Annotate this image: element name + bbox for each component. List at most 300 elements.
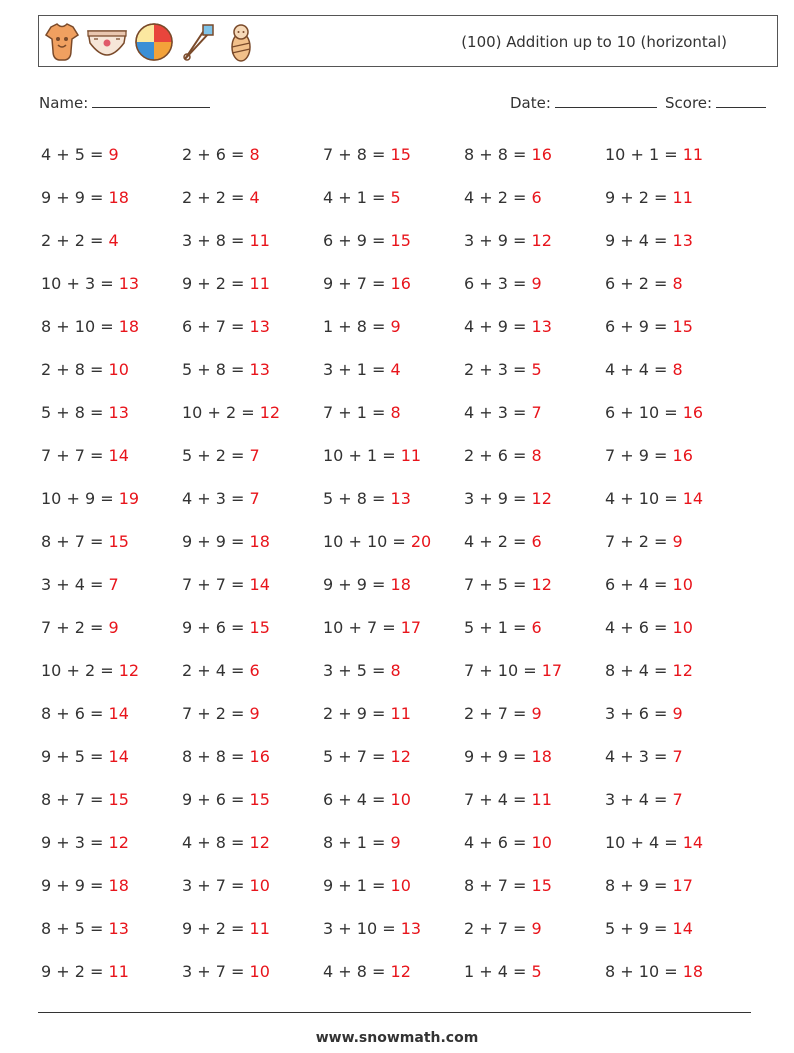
problem-cell xyxy=(605,790,746,809)
score-line[interactable] xyxy=(716,93,766,108)
problem-cell xyxy=(605,532,746,551)
problem-expression: 3 + 10 = xyxy=(323,919,401,938)
problem-row xyxy=(41,434,761,477)
problem-expression: 8 + 7 = xyxy=(464,876,532,895)
problem-cell xyxy=(182,704,323,723)
problem-row xyxy=(41,907,761,950)
bodysuit-icon xyxy=(43,21,81,63)
problem-cell xyxy=(464,532,605,551)
problem-expression: 9 + 9 = xyxy=(323,575,391,594)
problem-row xyxy=(41,348,761,391)
problem-row xyxy=(41,821,761,864)
problem-cell xyxy=(323,231,464,250)
problem-expression: 8 + 8 = xyxy=(182,747,250,766)
problem-expression: 5 + 8 = xyxy=(182,360,250,379)
problem-answer: 15 xyxy=(672,317,693,336)
problem-cell xyxy=(41,833,182,852)
problem-answer: 9 xyxy=(531,274,542,293)
problem-expression: 6 + 7 = xyxy=(182,317,250,336)
problem-expression: 4 + 3 = xyxy=(605,747,673,766)
problem-answer: 15 xyxy=(390,145,411,164)
problem-cell xyxy=(323,532,464,551)
problem-answer: 9 xyxy=(108,618,119,637)
problem-expression: 8 + 7 = xyxy=(41,532,109,551)
problem-answer: 14 xyxy=(682,833,704,852)
problem-cell xyxy=(464,704,605,723)
problem-cell xyxy=(605,317,746,336)
problem-cell xyxy=(605,231,746,250)
problem-cell xyxy=(605,962,746,981)
problem-expression: 1 + 8 = xyxy=(323,317,391,336)
problem-answer: 4 xyxy=(249,188,260,207)
problem-cell xyxy=(464,317,605,336)
problem-row xyxy=(41,950,761,993)
problem-answer: 14 xyxy=(108,446,129,465)
problem-expression: 10 + 4 = xyxy=(605,833,683,852)
problem-answer: 9 xyxy=(672,532,683,551)
problem-answer: 10 xyxy=(390,876,411,895)
problem-answer: 17 xyxy=(541,661,563,680)
problem-row xyxy=(41,692,761,735)
problem-cell xyxy=(41,962,182,981)
problem-cell xyxy=(323,618,464,637)
problem-row xyxy=(41,133,761,176)
problem-answer: 9 xyxy=(531,919,542,938)
problem-answer: 18 xyxy=(390,575,411,594)
diaper-icon xyxy=(85,21,129,63)
problem-answer: 8 xyxy=(390,403,401,422)
problem-expression: 4 + 6 = xyxy=(464,833,532,852)
problem-expression: 4 + 8 = xyxy=(323,962,391,981)
problem-cell xyxy=(41,618,182,637)
problem-cell xyxy=(323,704,464,723)
problem-answer: 6 xyxy=(531,532,542,551)
problem-expression: 2 + 4 = xyxy=(182,661,250,680)
problem-expression: 6 + 3 = xyxy=(464,274,532,293)
problem-expression: 4 + 2 = xyxy=(464,188,532,207)
problem-answer: 12 xyxy=(672,661,693,680)
problem-cell xyxy=(605,575,746,594)
problem-answer: 16 xyxy=(682,403,704,422)
problem-expression: 9 + 4 = xyxy=(605,231,673,250)
problem-answer: 9 xyxy=(108,145,119,164)
problem-answer: 13 xyxy=(118,274,140,293)
problem-expression: 6 + 4 = xyxy=(323,790,391,809)
problem-cell xyxy=(182,532,323,551)
problem-cell xyxy=(41,747,182,766)
problem-expression: 8 + 4 = xyxy=(605,661,673,680)
problem-row xyxy=(41,262,761,305)
problem-expression: 4 + 8 = xyxy=(182,833,250,852)
problem-expression: 8 + 7 = xyxy=(41,790,109,809)
problem-cell xyxy=(464,747,605,766)
problem-expression: 9 + 9 = xyxy=(182,532,250,551)
problem-answer: 8 xyxy=(672,360,683,379)
problem-expression: 6 + 9 = xyxy=(605,317,673,336)
problem-cell xyxy=(323,317,464,336)
problem-expression: 10 + 1 = xyxy=(323,446,401,465)
problem-answer: 11 xyxy=(390,704,411,723)
problem-expression: 4 + 1 = xyxy=(323,188,391,207)
problem-cell xyxy=(605,704,746,723)
problem-expression: 6 + 4 = xyxy=(605,575,673,594)
problem-cell xyxy=(323,962,464,981)
problem-expression: 8 + 5 = xyxy=(41,919,109,938)
worksheet-header xyxy=(38,15,778,67)
problem-cell xyxy=(464,274,605,293)
problem-cell xyxy=(41,446,182,465)
problem-expression: 4 + 4 = xyxy=(605,360,673,379)
problem-row xyxy=(41,864,761,907)
problem-expression: 8 + 9 = xyxy=(605,876,673,895)
problem-expression: 3 + 5 = xyxy=(323,661,391,680)
problem-cell xyxy=(323,919,464,938)
problem-answer: 8 xyxy=(672,274,683,293)
footer-divider xyxy=(38,1012,751,1013)
problem-expression: 9 + 3 = xyxy=(41,833,109,852)
problem-cell xyxy=(182,231,323,250)
problem-cell xyxy=(605,403,746,422)
problem-cell xyxy=(182,618,323,637)
problem-expression: 9 + 6 = xyxy=(182,790,250,809)
problem-cell xyxy=(323,489,464,508)
problem-expression: 2 + 7 = xyxy=(464,704,532,723)
problem-answer: 10 xyxy=(390,790,411,809)
problem-cell xyxy=(323,747,464,766)
problem-expression: 5 + 7 = xyxy=(323,747,391,766)
problem-expression: 2 + 3 = xyxy=(464,360,532,379)
problem-answer: 4 xyxy=(108,231,119,250)
problem-cell xyxy=(41,489,182,508)
problem-cell xyxy=(182,661,323,680)
problem-answer: 13 xyxy=(249,360,270,379)
problem-cell xyxy=(323,360,464,379)
problem-answer: 18 xyxy=(108,188,129,207)
problem-expression: 7 + 10 = xyxy=(464,661,542,680)
header-icons xyxy=(43,20,261,64)
problem-expression: 7 + 2 = xyxy=(182,704,250,723)
problem-expression: 9 + 5 = xyxy=(41,747,109,766)
problem-cell xyxy=(464,919,605,938)
problem-cell xyxy=(41,360,182,379)
problem-expression: 3 + 1 = xyxy=(323,360,391,379)
problem-answer: 15 xyxy=(531,876,552,895)
problem-expression: 5 + 2 = xyxy=(182,446,250,465)
problem-expression: 10 + 1 = xyxy=(605,145,683,164)
problem-cell xyxy=(182,747,323,766)
problem-grid xyxy=(41,133,761,993)
problem-cell xyxy=(464,360,605,379)
problem-answer: 18 xyxy=(108,876,129,895)
problem-cell xyxy=(182,317,323,336)
name-label: Name: xyxy=(39,94,89,112)
problem-row xyxy=(41,520,761,563)
problem-cell xyxy=(605,833,746,852)
problem-answer: 16 xyxy=(531,145,552,164)
problem-cell xyxy=(41,876,182,895)
problem-expression: 4 + 3 = xyxy=(464,403,532,422)
problem-cell xyxy=(464,403,605,422)
problem-cell xyxy=(323,188,464,207)
problem-expression: 8 + 10 = xyxy=(41,317,119,336)
problem-answer: 5 xyxy=(390,188,401,207)
problem-cell xyxy=(464,231,605,250)
problem-expression: 3 + 9 = xyxy=(464,489,532,508)
problem-answer: 18 xyxy=(249,532,270,551)
problem-answer: 7 xyxy=(249,489,260,508)
problem-expression: 4 + 9 = xyxy=(464,317,532,336)
problem-cell xyxy=(182,919,323,938)
name-line[interactable] xyxy=(92,93,210,108)
problem-answer: 12 xyxy=(390,747,411,766)
problem-cell xyxy=(605,188,746,207)
problem-answer: 10 xyxy=(249,962,270,981)
problem-expression: 4 + 3 = xyxy=(182,489,250,508)
problem-row xyxy=(41,778,761,821)
problem-answer: 6 xyxy=(249,661,260,680)
problem-cell xyxy=(41,790,182,809)
problem-expression: 7 + 7 = xyxy=(41,446,109,465)
problem-row xyxy=(41,563,761,606)
date-line[interactable] xyxy=(555,93,657,108)
problem-expression: 5 + 8 = xyxy=(323,489,391,508)
problem-cell xyxy=(182,489,323,508)
problem-answer: 10 xyxy=(249,876,270,895)
problem-cell xyxy=(41,231,182,250)
problem-answer: 4 xyxy=(390,360,401,379)
problem-cell xyxy=(323,833,464,852)
problem-cell xyxy=(323,403,464,422)
problem-expression: 10 + 2 = xyxy=(41,661,119,680)
problem-answer: 11 xyxy=(249,231,270,250)
problem-expression: 4 + 6 = xyxy=(605,618,673,637)
problem-expression: 4 + 5 = xyxy=(41,145,109,164)
problem-answer: 10 xyxy=(672,618,693,637)
problem-expression: 9 + 6 = xyxy=(182,618,250,637)
problem-cell xyxy=(464,575,605,594)
problem-cell xyxy=(605,919,746,938)
problem-answer: 6 xyxy=(531,188,542,207)
problem-answer: 14 xyxy=(108,747,129,766)
problem-answer: 17 xyxy=(400,618,422,637)
problem-answer: 13 xyxy=(249,317,270,336)
safety-pin-icon xyxy=(179,21,217,63)
problem-answer: 8 xyxy=(531,446,542,465)
problem-expression: 7 + 5 = xyxy=(464,575,532,594)
problem-expression: 7 + 2 = xyxy=(41,618,109,637)
problem-cell xyxy=(182,446,323,465)
problem-expression: 7 + 7 = xyxy=(182,575,250,594)
problem-answer: 11 xyxy=(249,919,270,938)
problem-answer: 9 xyxy=(672,704,683,723)
problem-answer: 7 xyxy=(108,575,119,594)
problem-expression: 5 + 9 = xyxy=(605,919,673,938)
problem-expression: 5 + 1 = xyxy=(464,618,532,637)
problem-answer: 18 xyxy=(531,747,552,766)
problem-cell xyxy=(41,188,182,207)
problem-answer: 15 xyxy=(108,532,129,551)
problem-cell xyxy=(182,790,323,809)
score-label: Score: xyxy=(665,94,713,112)
problem-cell xyxy=(323,790,464,809)
problem-row xyxy=(41,219,761,262)
problem-cell xyxy=(41,532,182,551)
problem-answer: 13 xyxy=(672,231,693,250)
problem-cell xyxy=(41,145,182,164)
problem-cell xyxy=(182,403,323,422)
problem-cell xyxy=(605,360,746,379)
problem-cell xyxy=(464,446,605,465)
problem-answer: 18 xyxy=(682,962,704,981)
problem-cell xyxy=(605,489,746,508)
problem-answer: 16 xyxy=(390,274,411,293)
problem-cell xyxy=(323,145,464,164)
problem-answer: 13 xyxy=(108,919,129,938)
problem-answer: 12 xyxy=(531,575,552,594)
problem-answer: 14 xyxy=(108,704,129,723)
problem-expression: 2 + 8 = xyxy=(41,360,109,379)
problem-cell xyxy=(464,489,605,508)
problem-cell xyxy=(464,962,605,981)
problem-answer: 13 xyxy=(400,919,422,938)
problem-expression: 3 + 6 = xyxy=(605,704,673,723)
problem-answer: 11 xyxy=(672,188,693,207)
problem-expression: 8 + 10 = xyxy=(605,962,683,981)
date-label: Date: xyxy=(510,94,551,112)
problem-row xyxy=(41,649,761,692)
problem-answer: 16 xyxy=(249,747,270,766)
score-field xyxy=(665,93,766,112)
problem-cell xyxy=(323,661,464,680)
problem-cell xyxy=(41,403,182,422)
problem-row xyxy=(41,735,761,778)
problem-answer: 14 xyxy=(672,919,693,938)
problem-expression: 8 + 8 = xyxy=(464,145,532,164)
problem-expression: 2 + 7 = xyxy=(464,919,532,938)
problem-cell xyxy=(605,145,746,164)
problem-expression: 7 + 4 = xyxy=(464,790,532,809)
problem-answer: 7 xyxy=(249,446,260,465)
problem-row xyxy=(41,391,761,434)
problem-row xyxy=(41,176,761,219)
problem-answer: 9 xyxy=(390,317,401,336)
problem-answer: 13 xyxy=(108,403,129,422)
problem-cell xyxy=(605,274,746,293)
problem-answer: 12 xyxy=(531,231,552,250)
problem-answer: 13 xyxy=(390,489,411,508)
problem-cell xyxy=(41,919,182,938)
problem-cell xyxy=(323,876,464,895)
problem-answer: 9 xyxy=(390,833,401,852)
problem-cell xyxy=(464,661,605,680)
problem-cell xyxy=(182,360,323,379)
problem-cell xyxy=(182,575,323,594)
problem-expression: 9 + 9 = xyxy=(464,747,532,766)
problem-answer: 12 xyxy=(118,661,140,680)
problem-expression: 7 + 9 = xyxy=(605,446,673,465)
problem-cell xyxy=(41,575,182,594)
problem-expression: 10 + 7 = xyxy=(323,618,401,637)
problem-expression: 8 + 6 = xyxy=(41,704,109,723)
swaddled-baby-icon xyxy=(221,21,261,63)
problem-expression: 9 + 7 = xyxy=(323,274,391,293)
problem-answer: 7 xyxy=(672,790,683,809)
problem-expression: 9 + 1 = xyxy=(323,876,391,895)
problem-expression: 5 + 8 = xyxy=(41,403,109,422)
problem-answer: 15 xyxy=(249,790,270,809)
problem-answer: 16 xyxy=(672,446,693,465)
problem-expression: 2 + 9 = xyxy=(323,704,391,723)
problem-cell xyxy=(464,876,605,895)
problem-answer: 7 xyxy=(531,403,542,422)
problem-cell xyxy=(605,446,746,465)
problem-answer: 9 xyxy=(531,704,542,723)
problem-cell xyxy=(464,790,605,809)
problem-answer: 20 xyxy=(410,532,432,551)
problem-answer: 15 xyxy=(108,790,129,809)
problem-expression: 7 + 2 = xyxy=(605,532,673,551)
problem-row xyxy=(41,477,761,520)
problem-expression: 3 + 4 = xyxy=(41,575,109,594)
problem-cell xyxy=(605,661,746,680)
problem-answer: 19 xyxy=(118,489,140,508)
problem-cell xyxy=(182,876,323,895)
problem-cell xyxy=(464,145,605,164)
problem-expression: 9 + 2 = xyxy=(182,919,250,938)
problem-cell xyxy=(323,575,464,594)
problem-expression: 1 + 4 = xyxy=(464,962,532,981)
problem-answer: 12 xyxy=(108,833,129,852)
problem-answer: 12 xyxy=(390,962,411,981)
problem-cell xyxy=(41,704,182,723)
problem-answer: 12 xyxy=(259,403,281,422)
problem-answer: 10 xyxy=(531,833,552,852)
problem-cell xyxy=(464,833,605,852)
problem-expression: 2 + 6 = xyxy=(182,145,250,164)
worksheet-title: (100) Addition up to 10 (horizontal) xyxy=(461,33,727,51)
problem-expression: 3 + 4 = xyxy=(605,790,673,809)
problem-answer: 5 xyxy=(531,962,542,981)
problem-expression: 6 + 9 = xyxy=(323,231,391,250)
problem-cell xyxy=(605,618,746,637)
problem-expression: 9 + 9 = xyxy=(41,188,109,207)
problem-expression: 9 + 2 = xyxy=(182,274,250,293)
problem-expression: 2 + 2 = xyxy=(182,188,250,207)
problem-cell xyxy=(605,747,746,766)
problem-answer: 18 xyxy=(118,317,140,336)
problem-cell xyxy=(182,962,323,981)
problem-answer: 11 xyxy=(400,446,422,465)
problem-answer: 17 xyxy=(672,876,693,895)
problem-answer: 14 xyxy=(249,575,270,594)
problem-answer: 11 xyxy=(108,962,129,981)
problem-answer: 13 xyxy=(531,317,552,336)
problem-expression: 10 + 2 = xyxy=(182,403,260,422)
problem-expression: 6 + 2 = xyxy=(605,274,673,293)
problem-expression: 2 + 6 = xyxy=(464,446,532,465)
problem-answer: 11 xyxy=(682,145,704,164)
problem-expression: 4 + 10 = xyxy=(605,489,683,508)
problem-answer: 15 xyxy=(390,231,411,250)
problem-answer: 14 xyxy=(682,489,704,508)
problem-cell xyxy=(464,188,605,207)
problem-answer: 9 xyxy=(249,704,260,723)
problem-answer: 15 xyxy=(249,618,270,637)
problem-expression: 6 + 10 = xyxy=(605,403,683,422)
problem-expression: 10 + 10 = xyxy=(323,532,411,551)
problem-row xyxy=(41,606,761,649)
problem-cell xyxy=(41,661,182,680)
